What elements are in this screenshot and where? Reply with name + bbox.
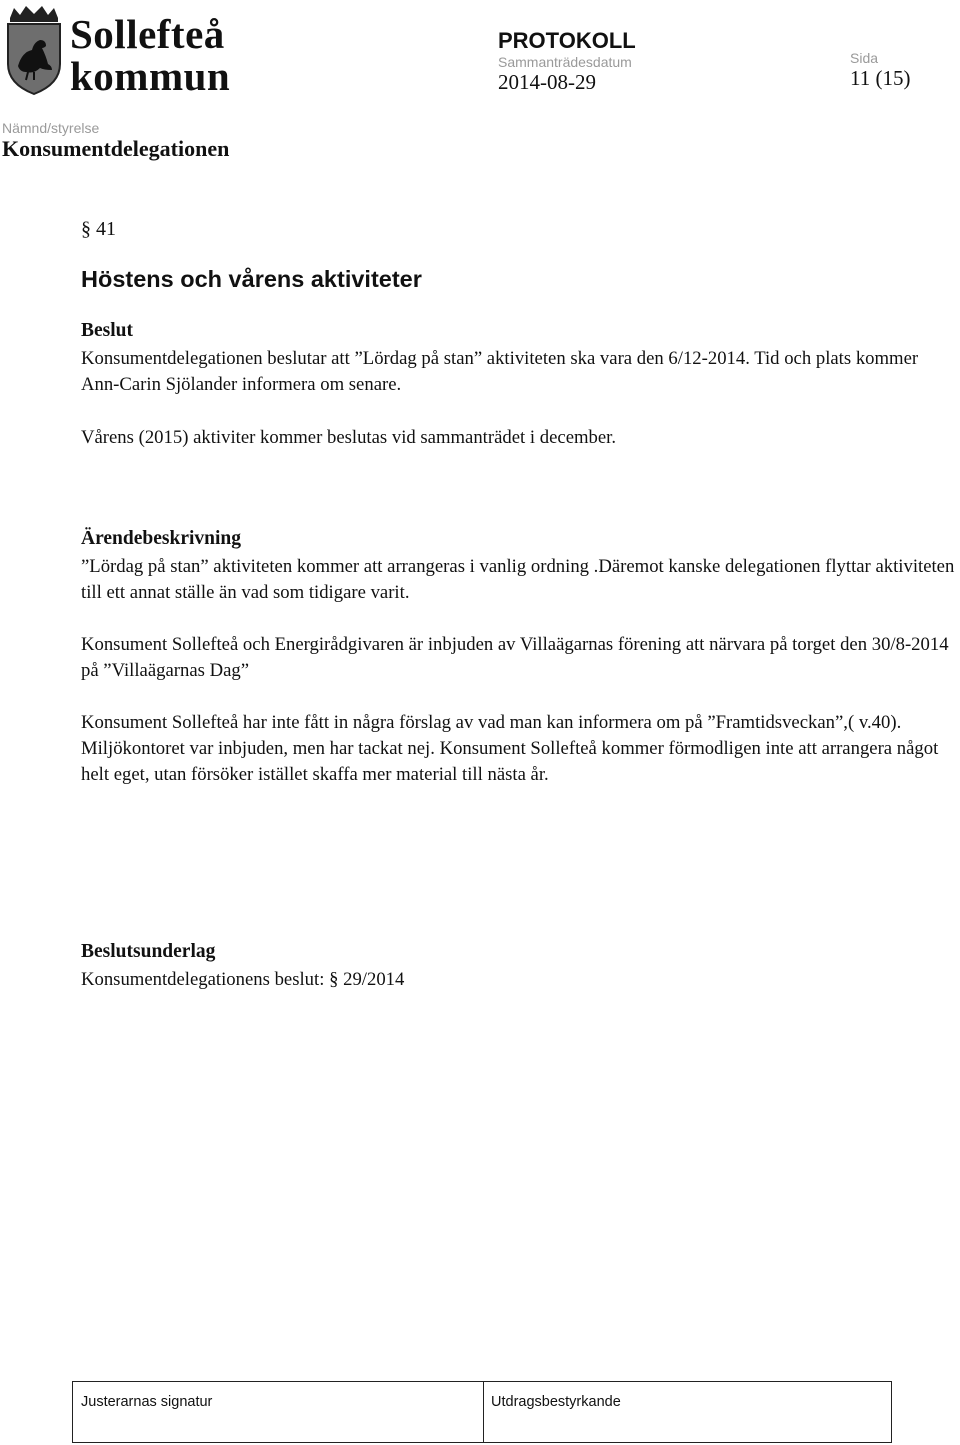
footer-divider: [483, 1382, 484, 1442]
case-description-text-3: Konsument Sollefteå har inte fått in några förslag av vad man kan informera om på ”Framtidsveckan”,( v.40). Miljökontoret var inbjuden, men har tackat nej. Konsument Sollefteå kommer förmodligen inte att arrangera något helt eget, utan försöker istället skaffa mer material till nästa år.: [81, 712, 939, 785]
certificate-label: Utdragsbestyrkande: [491, 1394, 621, 1410]
decision-text: Konsumentdelegationen beslutar att ”Lördag på stan” aktiviteten ska vara den 6/12-2014. Tid och plats kommer Ann-Carin Sjölander informera om senare.: [81, 348, 919, 395]
document-type: PROTOKOLL: [498, 28, 636, 53]
board-label: Nämnd/styrelse: [2, 120, 100, 136]
municipality-logo: [4, 4, 254, 99]
footer-signature-table: [72, 1381, 892, 1443]
page-label: Sida: [850, 50, 879, 66]
case-description-text: ”Lördag på stan” aktiviteten kommer att arrangeras i vanlig ordning .Däremot kanske delegationen flyttar aktiviteten till ett annat ställe än vad som tidigare varit.: [81, 556, 955, 603]
logo-text-line2: kommun: [70, 53, 231, 99]
coat-of-arms-grouse-icon: [4, 4, 64, 96]
signature-label: Justerarnas signatur: [81, 1394, 213, 1410]
date-label: Sammanträdesdatum: [498, 54, 632, 70]
decision-heading: Beslut: [81, 320, 134, 341]
decision-basis-heading: Beslutsunderlag: [81, 941, 216, 962]
paragraph-number: § 41: [81, 218, 116, 240]
case-description-heading: Ärendebeskrivning: [81, 528, 241, 549]
section-title: Höstens och vårens aktiviteter: [81, 266, 422, 292]
decision-text-2: Vårens (2015) aktiviter kommer beslutas vid sammanträdet i december.: [81, 427, 617, 448]
case-description-text-2: Konsument Sollefteå och Energirådgivaren är inbjuden av Villaägarnas förening att närvara på torget den 30/8-2014 på ”Villaägarnas Dag”: [81, 634, 949, 681]
decision-basis-text: Konsumentdelegationens beslut: § 29/2014: [81, 969, 405, 990]
logo-text-line1: Sollefteå: [70, 11, 225, 57]
board-name: Konsumentdelegationen: [2, 136, 230, 161]
meeting-date: 2014-08-29: [498, 70, 596, 94]
page-number: 11 (15): [850, 66, 911, 90]
